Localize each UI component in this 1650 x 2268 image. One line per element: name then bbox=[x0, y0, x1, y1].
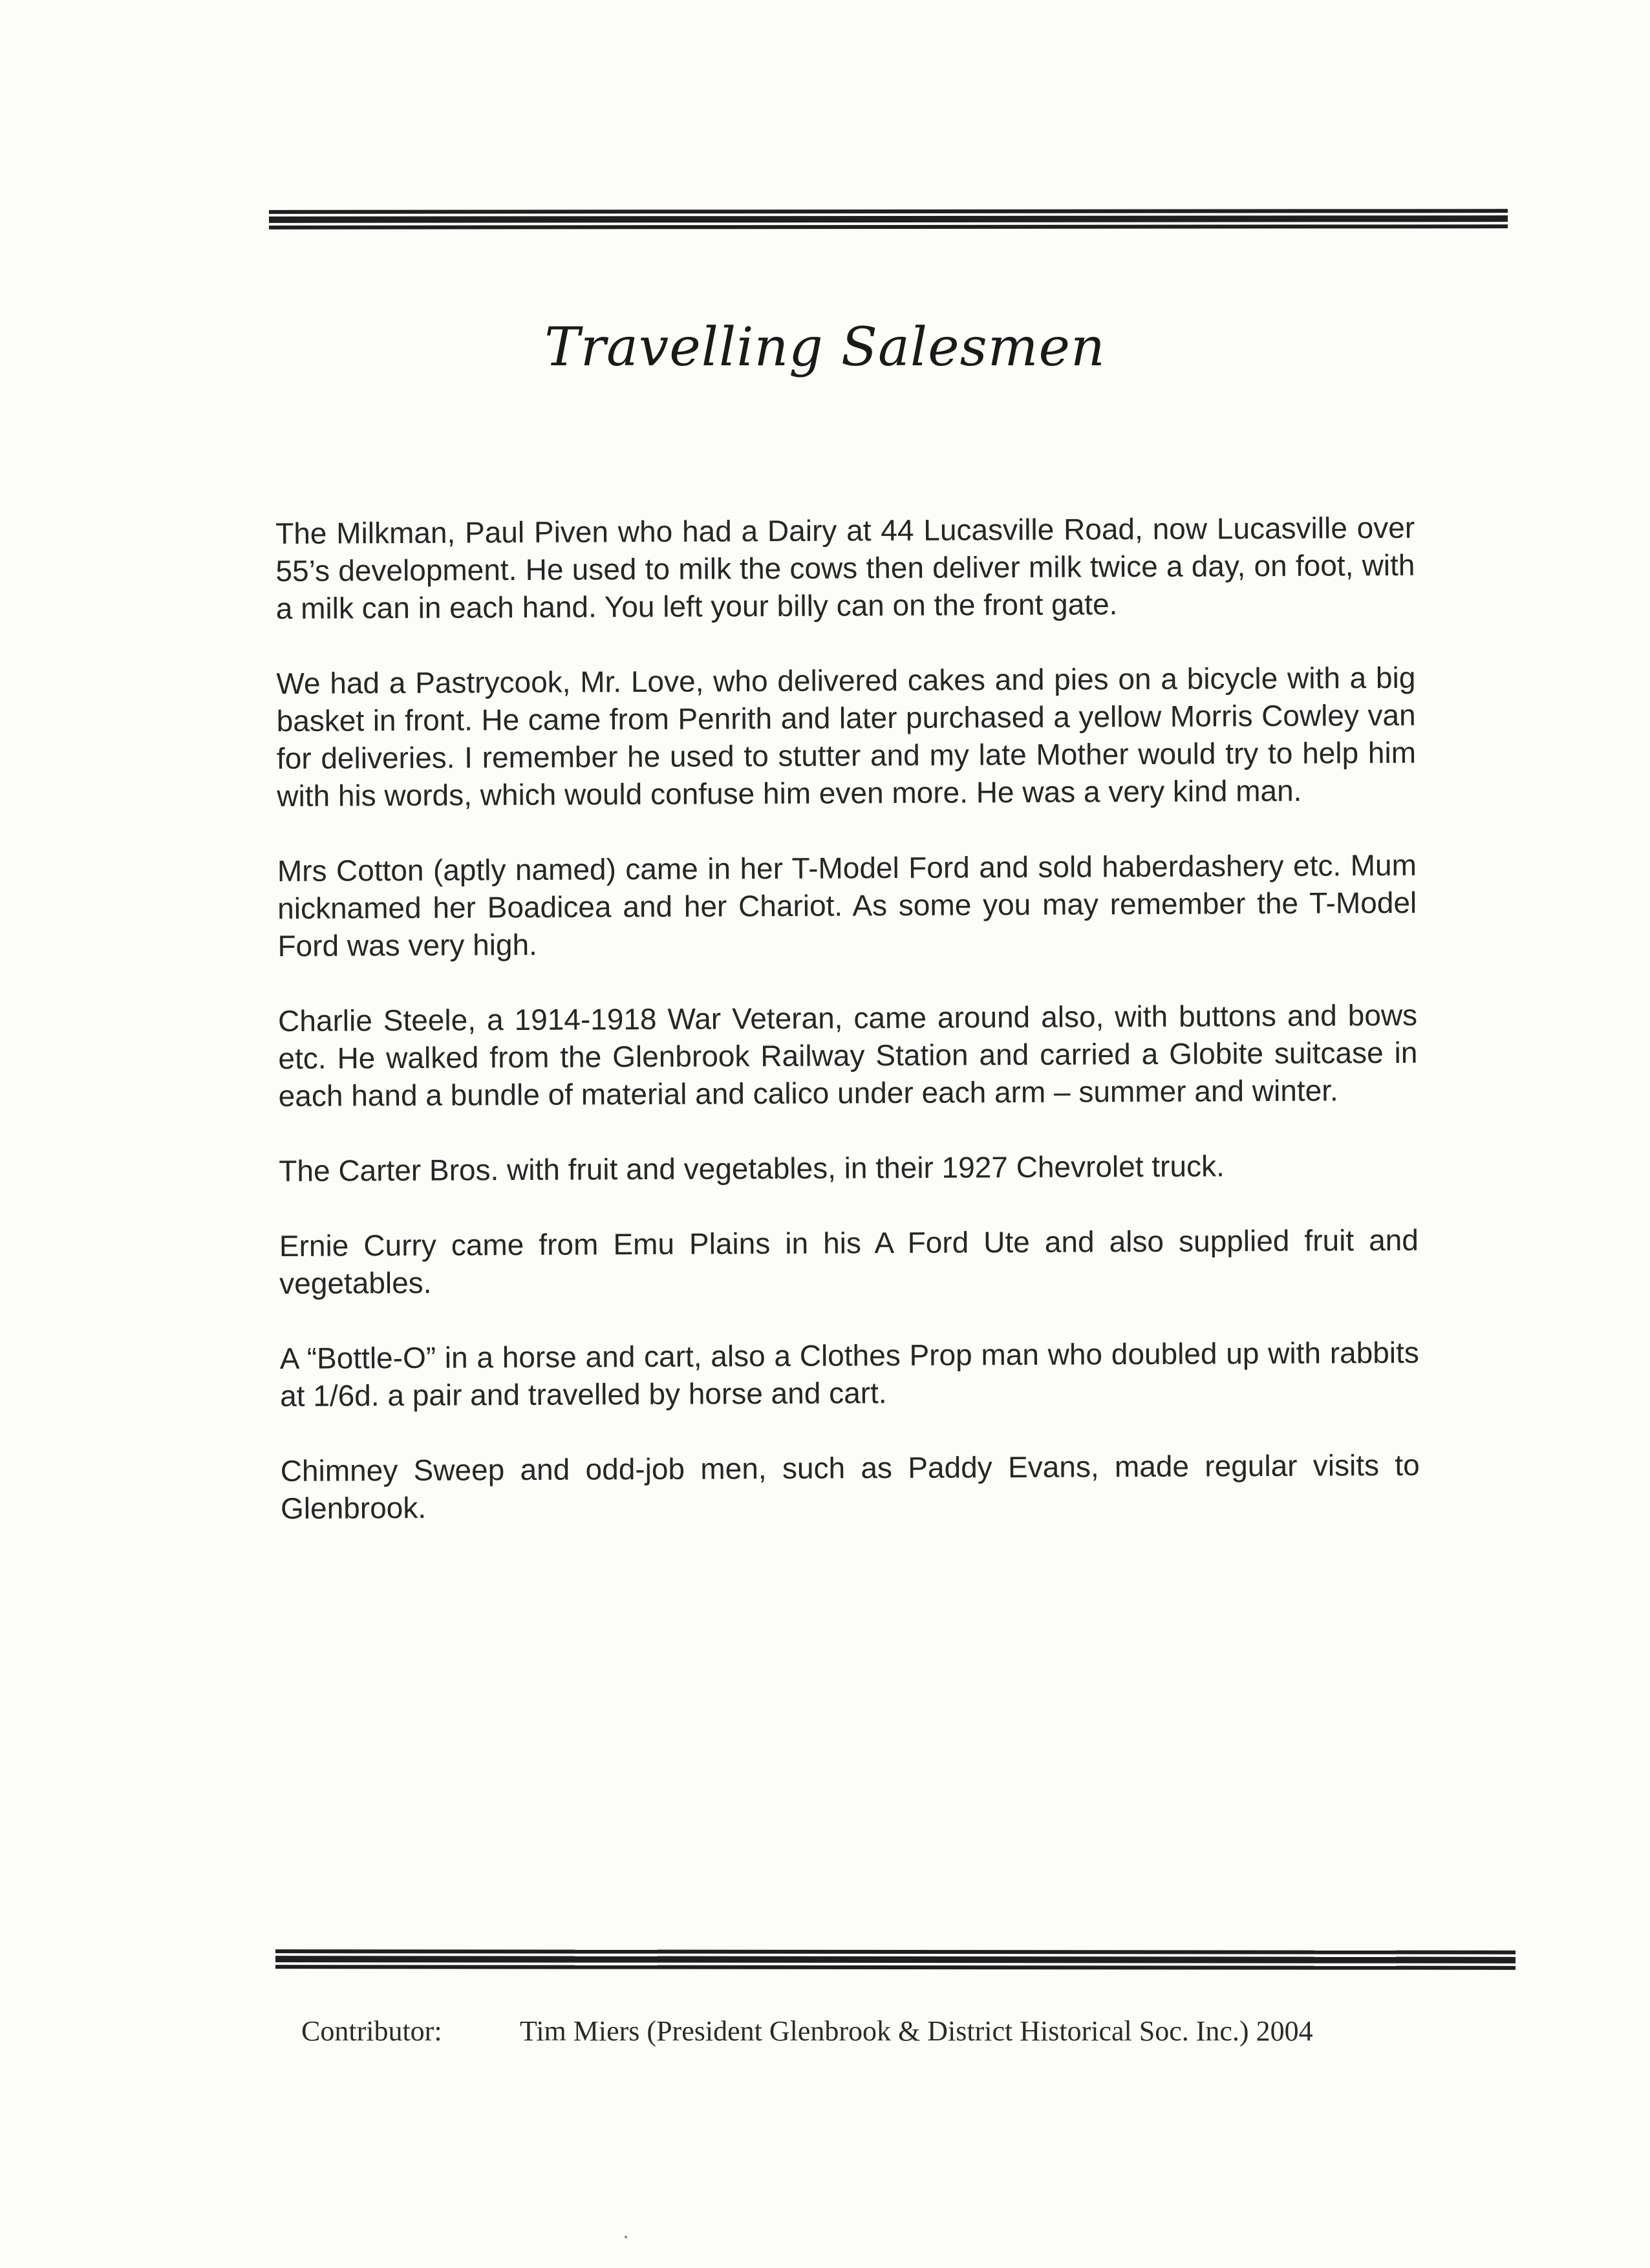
top-divider-rule bbox=[269, 209, 1508, 233]
paragraph-charlie-steele: Charlie Steele, a 1914-1918 War Veteran, came around also, with buttons and bows etc. He walked from the Glenbrook Railway Station and carried a Globite suitcase in each hand a bundle of material and calico under each arm – summer and winter. bbox=[277, 998, 1418, 1113]
bottom-divider-rule bbox=[275, 1949, 1516, 1974]
paragraph-mrs-cotton: Mrs Cotton (aptly named) came in her T-Model Ford and sold haberdashery etc. Mum nicknamed her Boadicea and her Chariot. As some you may remember the T-Model Ford was very high. bbox=[277, 848, 1417, 963]
paragraph-chimney-sweep: Chimney Sweep and odd-job men, such as Paddy Evans, made regular visits to Glenbrook. bbox=[280, 1448, 1420, 1525]
paragraph-milkman: The Milkman, Paul Piven who had a Dairy at 44 Lucasville Road, now Lucasville over 55’s development. He used to milk the cows then deliver milk twice a day, on foot, with a milk can in each hand. You left your billy can on the front gate. bbox=[275, 510, 1415, 625]
contributor-label: Contributor: bbox=[301, 2015, 442, 2047]
paragraph-pastrycook: We had a Pastrycook, Mr. Love, who delivered cakes and pies on a bicycle with a big basket in front. He came from Penrith and later purchased a yellow Morris Cowley van for deliveries. I remember he used to stutter and my late Mother would try to help him with his words, which would confuse him even more. He was a very kind man. bbox=[276, 660, 1417, 813]
document-body bbox=[275, 509, 1420, 1527]
document-title: Travelling Salesmen bbox=[544, 317, 1106, 378]
scan-speck bbox=[625, 2236, 627, 2238]
contributor-text: Tim Miers (President Glenbrook & District Historical Soc. Inc.) 2004 bbox=[520, 2015, 1313, 2047]
paragraph-ernie-curry: Ernie Curry came from Emu Plains in his A Ford Ute and also supplied fruit and vegetables. bbox=[279, 1223, 1419, 1300]
paragraph-bottle-o: A “Bottle-O” in a horse and cart, also a Clothes Prop man who doubled up with rabbits at 1/6d. a pair and travelled by horse and cart. bbox=[279, 1335, 1419, 1413]
paragraph-carter-bros: The Carter Bros. with fruit and vegetables, in their 1927 Chevrolet truck. bbox=[279, 1149, 1225, 1188]
contributor-footer bbox=[301, 2015, 1484, 2048]
